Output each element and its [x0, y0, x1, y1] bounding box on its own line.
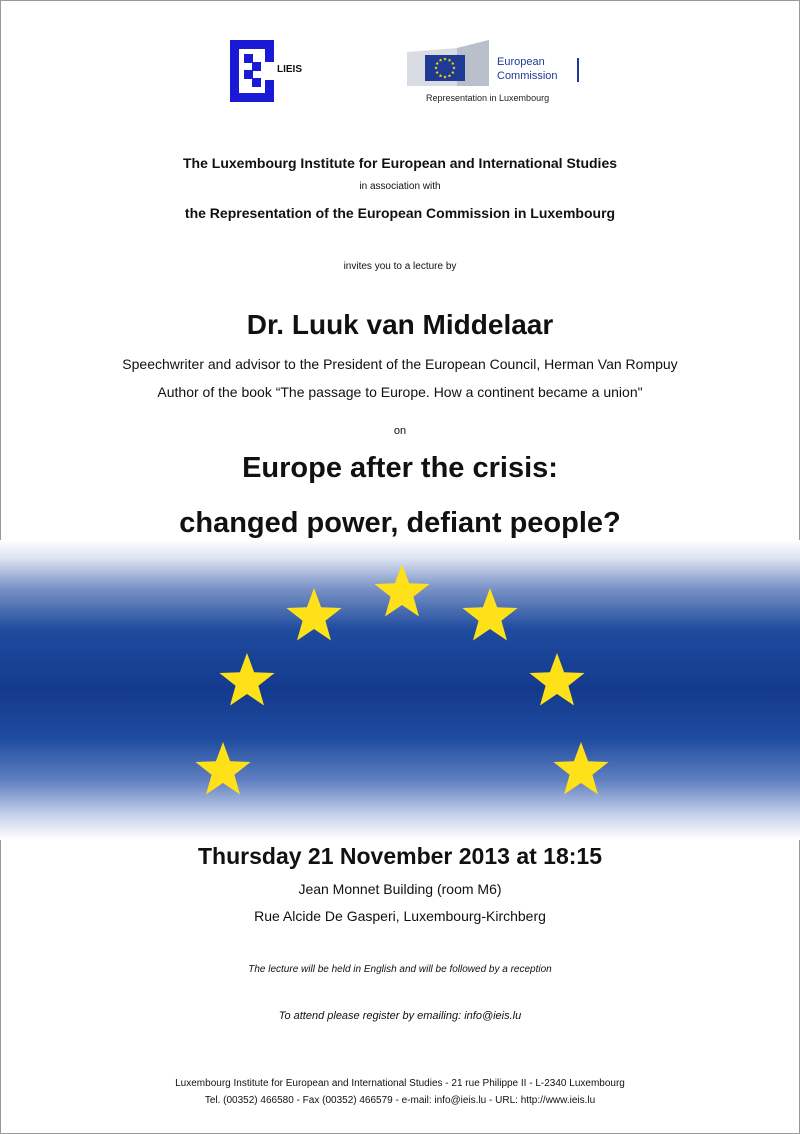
ec-logo — [405, 40, 590, 106]
lieis-logo-text: LIEIS — [277, 64, 303, 75]
eu-star-icon — [219, 653, 274, 706]
footer-address: Luxembourg Institute for European and International Studies - 21 rue Philippe II - L-2340 Luxembourg — [175, 1078, 625, 1089]
eu-stars — [0, 540, 800, 840]
event-street: Rue Alcide De Gasperi, Luxembourg-Kirchberg — [254, 908, 546, 924]
eu-star-icon — [553, 742, 608, 795]
association-text: in association with — [359, 181, 441, 192]
lieis-logo — [230, 40, 310, 102]
eu-flag-band — [0, 540, 800, 840]
speaker-name: Dr. Luuk van Middelaar — [246, 309, 554, 340]
eu-star-icon — [195, 742, 250, 795]
ec-logo-line1: European — [497, 56, 545, 68]
ec-logo-subtitle: Representation in Luxembourg — [426, 93, 550, 103]
speaker-book: Author of the book “The passage to Europe. How a continent became a union" — [157, 384, 643, 400]
event-building: Jean Monnet Building (room M6) — [298, 881, 502, 897]
ec-logo-line2: Commission — [497, 70, 558, 82]
speaker-role: Speechwriter and advisor to the President of the European Council, Herman Van Rompuy — [122, 356, 678, 372]
ec-logo-building — [405, 40, 495, 92]
lieis-logo-mark — [230, 40, 276, 102]
ec-logo-divider — [577, 58, 579, 82]
register-note: To attend please register by emailing: info@ieis.lu — [278, 1010, 522, 1022]
eu-star-icon — [374, 564, 429, 617]
organizer-name: The Luxembourg Institute for European and International Studies — [182, 155, 618, 171]
eu-star-icon — [462, 588, 517, 641]
event-datetime: Thursday 21 November 2013 at 18:15 — [198, 843, 602, 869]
invite-text: invites you to a lecture by — [343, 261, 457, 272]
lecture-title-line1: Europe after the crisis: — [242, 452, 558, 484]
lecture-title-line2: changed power, defiant people? — [179, 507, 621, 539]
language-note: The lecture will be held in English and will be followed by a reception — [248, 964, 552, 975]
eu-star-icon — [529, 653, 584, 706]
on-text: on — [393, 425, 407, 437]
footer-contact: Tel. (00352) 466580 - Fax (00352) 466579 - e-mail: info@ieis.lu - URL: http://www.ieis.lu — [204, 1095, 596, 1106]
partner-name: the Representation of the European Commission in Luxembourg — [184, 205, 616, 221]
eu-star-icon — [286, 588, 341, 641]
